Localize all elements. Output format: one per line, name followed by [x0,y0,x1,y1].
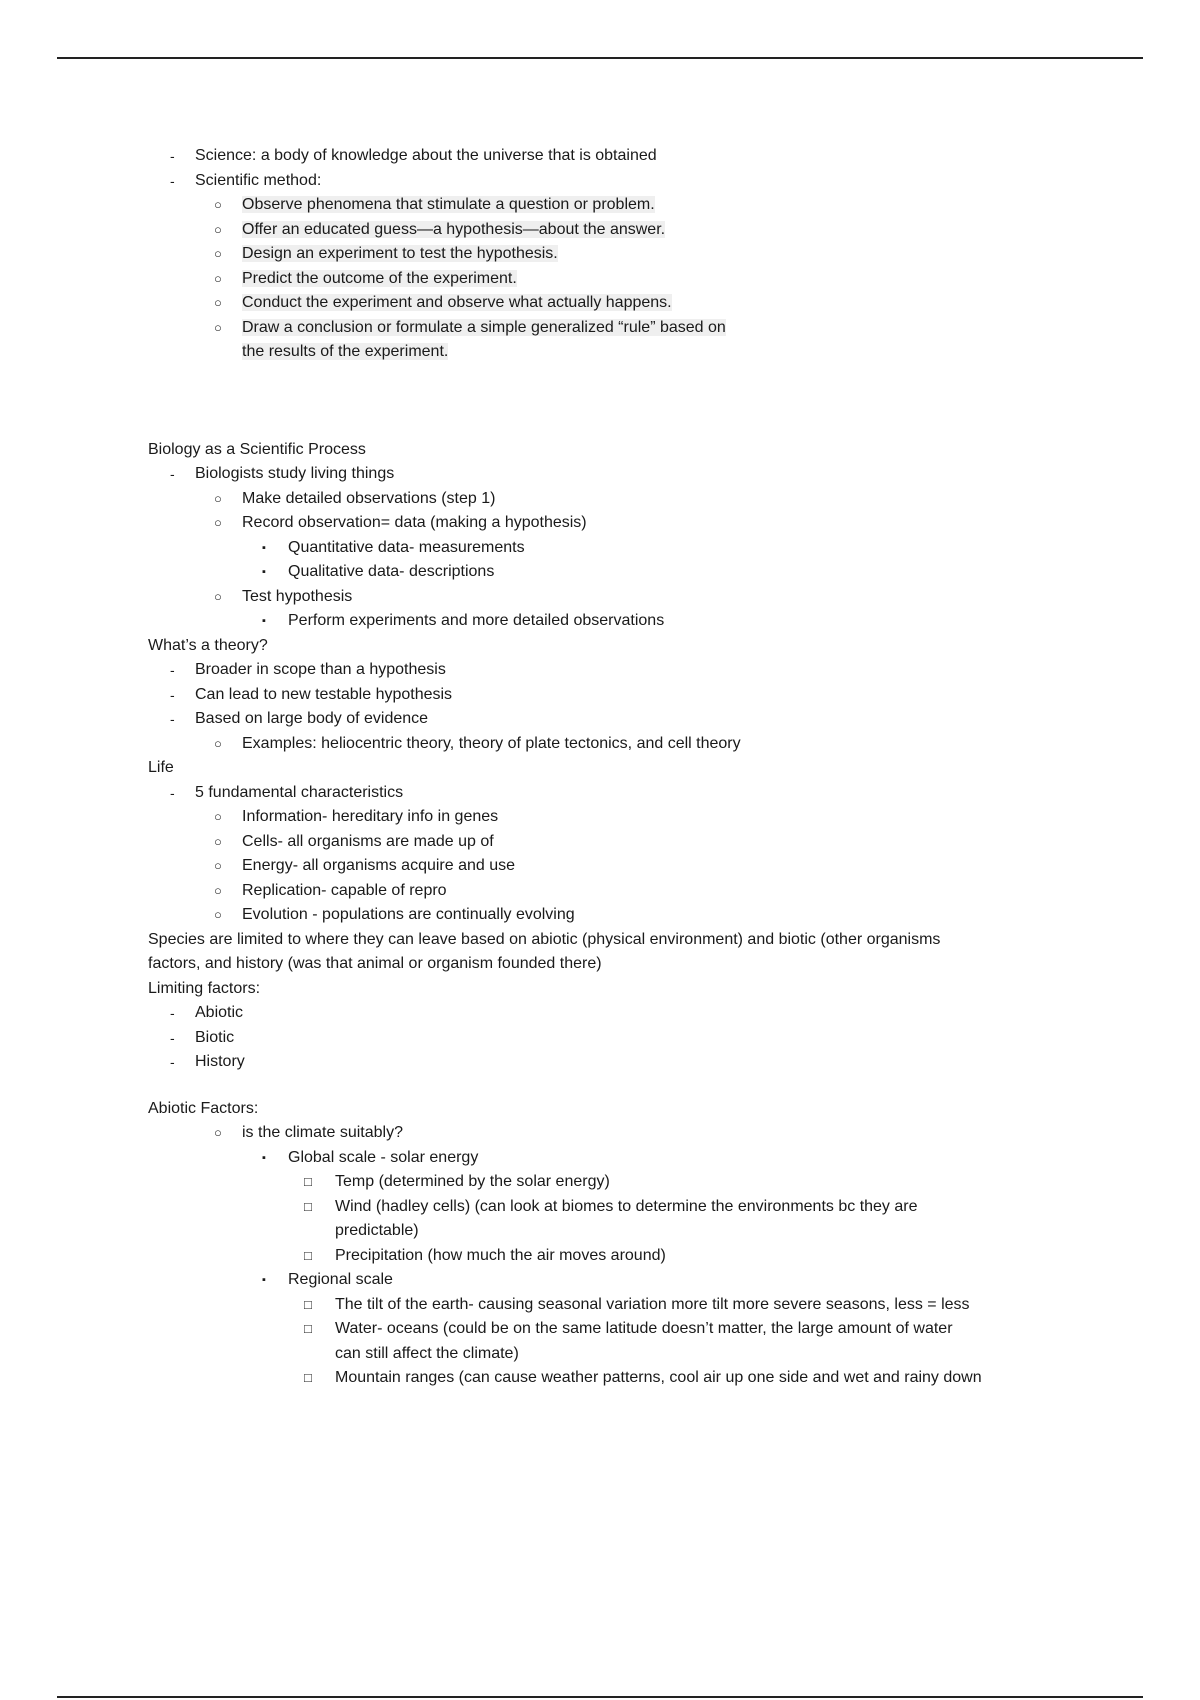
circle-bullet: ○ [214,833,222,849]
dash-bullet: - [170,1054,175,1070]
dash-bullet: - [170,148,175,164]
square-bullet: ▪ [262,1274,266,1286]
circle-bullet: ○ [214,197,222,212]
paragraph-line: Species are limited to where they can leave based on abiotic (physical environment) and biotic (other organisms [148,930,941,948]
list-item: ○ Energy- all organisms acquire and use [0,854,1200,879]
list-item: ▪ Perform experiments and more detailed observations [0,609,1200,634]
box-bullet: □ [304,1296,312,1312]
dash-bullet: - [170,686,175,703]
list-item-continuation: predictable) [335,1222,419,1239]
circle-bullet: ○ [214,882,222,898]
list-item: ○ Record observation= data (making a hypothesis) [0,511,1200,536]
header-rule [57,57,1143,59]
section-heading: Limiting factors: [148,979,261,997]
list-item: - Science: a body of knowledge about the universe that is obtained [0,144,1200,169]
circle-bullet: ○ [214,270,222,286]
list-item: ○ is the climate suitably? [0,1121,1200,1146]
list-item: - Scientific method: [0,169,1200,194]
square-bullet: ▪ [262,566,266,578]
list-item: □ Wind (hadley cells) (can look at biomes to determine the environments bc they are [0,1195,1200,1220]
box-bullet: □ [304,1321,312,1336]
list-item: - Can lead to new testable hypothesis [0,683,1200,708]
box-bullet: □ [304,1370,312,1385]
box-bullet: □ [304,1198,312,1214]
list-item: - Abiotic [0,1001,1200,1026]
circle-bullet: ○ [214,515,222,530]
box-bullet: □ [304,1247,312,1263]
list-item: ○ Offer an educated guess—a hypothesis—about the answer. [0,218,1200,243]
circle-bullet: ○ [214,858,222,873]
list-item: - 5 fundamental characteristics [0,781,1200,806]
list-item: □ Temp (determined by the solar energy) [0,1170,1200,1195]
circle-bullet: ○ [214,588,222,604]
footer-rule [57,1696,1143,1698]
circle-bullet: ○ [214,809,222,824]
dash-bullet: - [170,1005,175,1021]
list-item: □ The tilt of the earth- causing seasonal variation more tilt more severe seasons, less = less [0,1293,1200,1318]
circle-bullet: ○ [214,221,222,237]
circle-bullet: ○ [214,735,222,751]
circle-bullet: ○ [214,1125,222,1140]
section-heading: Biology as a Scientific Process [148,440,366,458]
dash-bullet: - [170,466,175,482]
dash-bullet: - [170,662,175,678]
list-item: ○ Evolution - populations are continually evolving [0,903,1200,928]
list-item: ○ Examples: heliocentric theory, theory of plate tectonics, and cell theory [0,732,1200,757]
square-bullet: ▪ [262,541,266,554]
list-item: □ Mountain ranges (can cause weather patterns, cool air up one side and wet and rainy down [0,1366,1200,1391]
circle-bullet: ○ [214,295,222,310]
list-item-continuation: the results of the experiment. [242,343,449,360]
list-item: - Biotic [0,1026,1200,1051]
dash-bullet: - [170,784,175,801]
document-body [0,144,1200,1391]
list-item: □ Water- oceans (could be on the same latitude doesn’t matter, the large amount of water [0,1317,1200,1342]
list-item: ○ Conduct the experiment and observe what actually happens. [0,291,1200,316]
paragraph-line: factors, and history (was that animal or organism founded there) [148,955,602,972]
dash-bullet: - [170,711,175,727]
list-item: ▪ Qualitative data- descriptions [0,560,1200,585]
section-heading: Life [148,759,174,776]
section-heading: What’s a theory? [148,636,268,654]
list-item: ○ Design an experiment to test the hypothesis. [0,242,1200,267]
dash-bullet: - [170,1029,175,1046]
dash-bullet: - [170,172,175,189]
list-item: ○ Test hypothesis [0,585,1200,610]
list-item: - History [0,1050,1200,1075]
list-item: ○ Predict the outcome of the experiment. [0,267,1200,292]
list-item: - Broader in scope than a hypothesis [0,658,1200,683]
list-item: ○ Make detailed observations (step 1) [0,487,1200,512]
circle-bullet: ○ [214,907,222,922]
list-item: ○ Draw a conclusion or formulate a simple generalized “rule” based on [0,316,1200,341]
list-item: ○ Observe phenomena that stimulate a question or problem. [0,193,1200,218]
list-item: - Biologists study living things [0,462,1200,487]
list-item: ▪ Regional scale [0,1268,1200,1293]
square-bullet: ▪ [262,1151,266,1164]
list-item: - Based on large body of evidence [0,707,1200,732]
square-bullet: ▪ [262,615,266,627]
list-item-continuation: can still affect the climate) [335,1344,519,1362]
section-heading: Abiotic Factors: [148,1099,259,1117]
circle-bullet: ○ [214,246,222,261]
list-item: ○ Replication- capable of repro [0,879,1200,904]
list-item: ○ Information- hereditary info in genes [0,805,1200,830]
list-item: □ Precipitation (how much the air moves around) [0,1244,1200,1269]
list-item: ▪ Quantitative data- measurements [0,536,1200,561]
box-bullet: □ [304,1174,312,1189]
list-item: ▪ Global scale - solar energy [0,1146,1200,1171]
circle-bullet: ○ [214,490,222,506]
list-item: ○ Cells- all organisms are made up of [0,830,1200,855]
circle-bullet: ○ [214,319,222,335]
